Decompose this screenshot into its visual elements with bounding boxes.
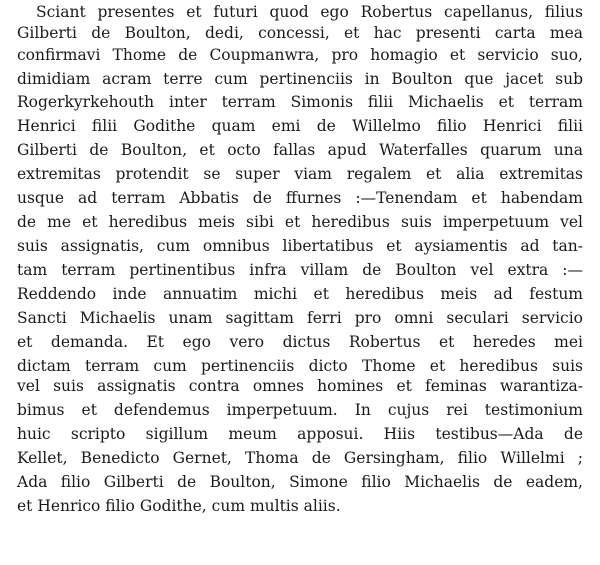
charter-line-9: usque ad terram Abbatis de ffurnes :—Tenendam et habendam [17,189,583,207]
charter-line-15: et demanda. Et ego vero dictus Robertus et heredes mei [17,333,583,351]
charter-line-22: et Henrico filio Godithe, cum multis aliis. [17,497,341,515]
charter-line-2: Gilberti de Boulton, dedi, concessi, et hac presenti carta mea [17,24,583,42]
charter-line-21: Ada filio Gilberti de Boulton, Simone filio Michaelis de eadem, [17,473,583,491]
charter-line-16: dictam terram cum pertinenciis dicto Thome et heredibus suis [17,357,583,375]
charter-line-13: Reddendo inde annuatim michi et heredibus meis ad festum [17,285,583,303]
charter-line-12: tam terram pertinentibus infra villam de Boulton vel extra :— [17,261,583,279]
charter-line-8: extremitas protendit se super viam regalem et alia extremitas [17,165,583,183]
charter-line-11: suis assignatis, cum omnibus libertatibus et aysiamentis ad tan- [17,237,583,255]
charter-line-6: Henrici filii Godithe quam emi de Willelmo filio Henrici filii [17,117,583,135]
charter-line-19: huic scripto sigillum meum apposui. Hiis testibus—Ada de [17,425,583,443]
charter-line-4: dimidiam acram terre cum pertinenciis in Boulton que jacet sub [17,70,583,88]
charter-line-17: vel suis assignatis contra omnes homines et feminas warantiza- [17,377,583,395]
charter-line-1: Sciant presentes et futuri quod ego Robertus capellanus, filius [36,3,583,21]
charter-line-18: bimus et defendemus imperpetuum. In cujus rei testimonium [17,401,583,419]
charter-line-5: Rogerkyrkehouth inter terram Simonis filii Michaelis et terram [17,93,583,111]
charter-line-10: de me et heredibus meis sibi et heredibus suis imperpetuum vel [17,213,583,231]
charter-line-20: Kellet, Benedicto Gernet, Thoma de Gersingham, filio Willelmi ; [17,449,583,467]
charter-line-7: Gilberti de Boulton, et octo fallas apud Waterfalles quarum una [17,141,583,159]
charter-line-14: Sancti Michaelis unam sagittam ferri pro omni seculari servicio [17,309,583,327]
charter-line-3: confirmavi Thome de Coupmanwra, pro homagio et servicio suo, [17,46,583,64]
